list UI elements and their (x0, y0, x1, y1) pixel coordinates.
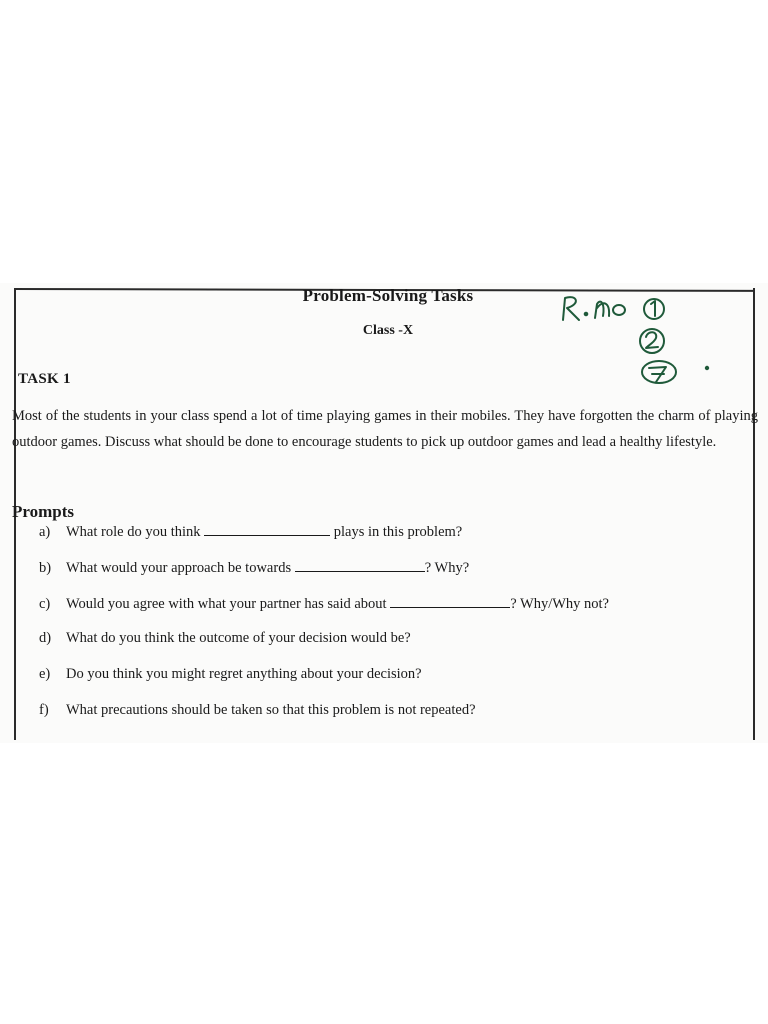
task-description: Most of the students in your class spend a lot of time playing games in their mobiles. They have forgotten the charm of playing outdoor games. Discuss what should be done to encourage students to pick up outdoor games and lead a healthy lifestyle. (12, 408, 758, 450)
prompt-marker: c) (39, 596, 51, 612)
task-heading: TASK 1 (18, 371, 71, 387)
page-title: Problem-Solving Tasks (302, 286, 474, 305)
prompt-item-d (39, 630, 411, 650)
prompt-text-after: ? Why? (424, 560, 470, 576)
prompt-marker: e) (39, 666, 51, 682)
prompt-item-c (39, 594, 609, 614)
prompt-marker: a) (39, 524, 51, 540)
prompt-text: What precautions should be taken so that this problem is not repeated? (66, 702, 476, 718)
prompt-text-after: ? Why/Why not? (510, 596, 609, 612)
fill-in-blank (295, 558, 425, 572)
handwritten-roll-number-annotation (555, 290, 725, 390)
prompt-text: Do you think you might regret anything about your decision? (66, 666, 422, 682)
prompt-text-after: plays in this problem? (330, 524, 463, 540)
class-label: Class -X (362, 323, 414, 338)
prompt-text-before: Would you agree with what your partner has said about (66, 596, 391, 612)
prompt-text-before: What would your approach be towards (66, 560, 295, 576)
prompt-item-a (39, 522, 462, 542)
fill-in-blank (204, 522, 330, 536)
prompt-text-before: What role do you think (66, 524, 205, 540)
prompt-text: What do you think the outcome of your decision would be? (66, 630, 411, 646)
prompt-marker: b) (39, 560, 52, 576)
fill-in-blank (390, 594, 510, 608)
prompt-item-f (39, 702, 476, 722)
prompt-marker: d) (39, 630, 52, 646)
prompt-item-e (39, 666, 422, 686)
prompt-marker: f) (39, 702, 49, 718)
prompts-heading: Prompts (12, 502, 75, 521)
page-border-right (753, 288, 755, 740)
prompt-item-b (39, 558, 469, 578)
